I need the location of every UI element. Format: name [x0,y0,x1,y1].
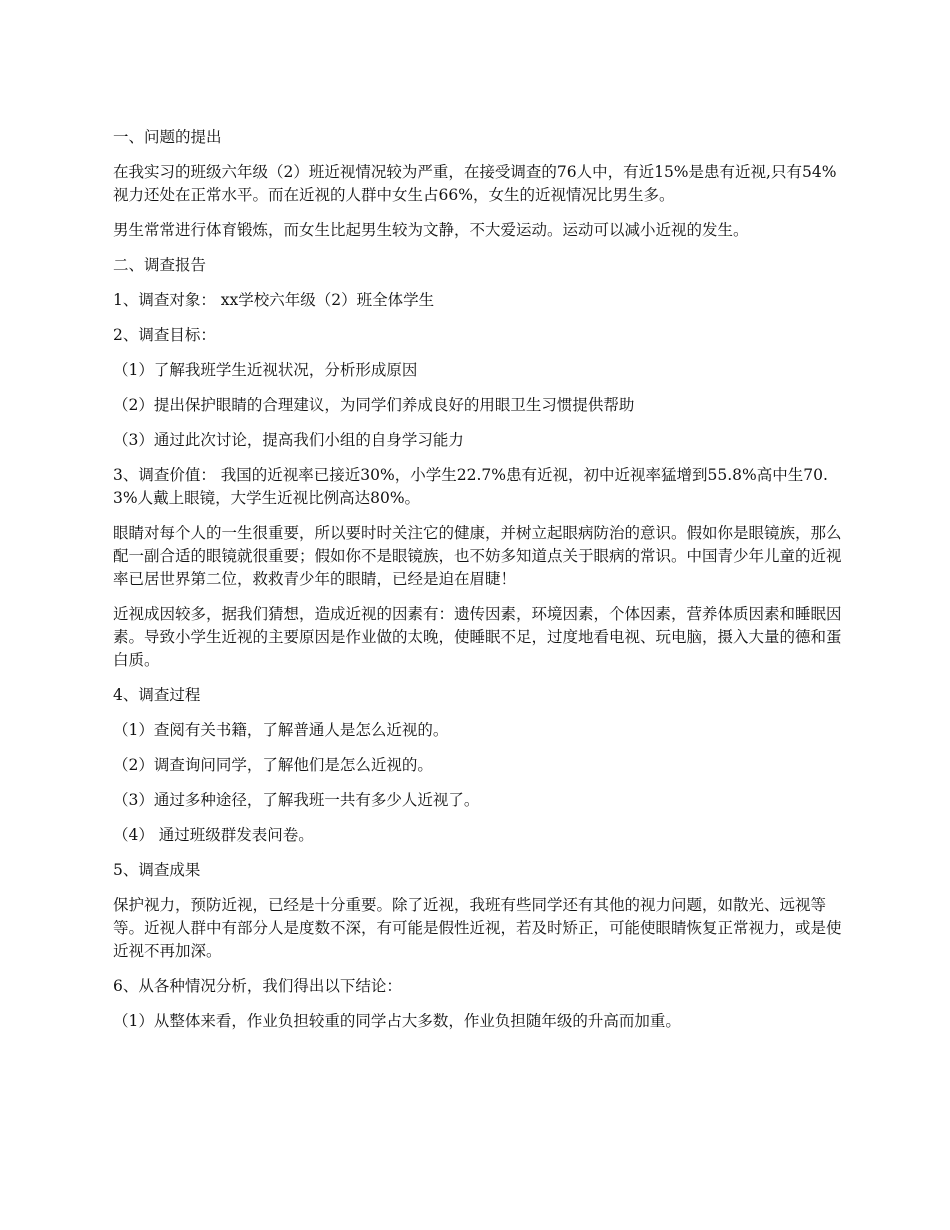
goal-item-3: （3）通过此次讨论，提高我们小组的自身学习能力 [113,431,464,449]
process-item-4: （4） 通过班级群发表问卷。 [113,826,314,844]
paragraph-class-myopia-stats: 在我实习的班级六年级（2）班近视情况较为严重，在接受调查的76人中，有近15%是患有近视,只有54%视力还处在正常水平。而在近视的人群中女生占66%，女生的近视情况比男生多。 [113,163,837,204]
goal-item-2: （2）提出保护眼睛的合理建议，为同学们养成良好的用眼卫生习惯提供帮助 [113,396,635,414]
paragraph-exercise: 男生常常进行体育锻炼，而女生比起男生较为文静，不大爱运动。运动可以减小近视的发生。 [113,221,749,239]
conclusion-item-1: （1）从整体来看，作业负担较重的同学占大多数，作业负担随年级的升高而加重。 [113,1012,681,1030]
section-heading-problem: 一、问题的提出 [113,128,222,146]
paragraph-myopia-causes: 近视成因较多，据我们猜想，造成近视的因素有：遗传因素，环境因素，个体因素，营养体质因素和睡眠因素。导致小学生近视的主要原因是作业做的太晚，使睡眠不足，过度地看电视、玩电脑，摄入大量的德和蛋白质。 [113,605,842,669]
document-body [113,126,843,1045]
paragraph-results: 保护视力，预防近视，已经是十分重要。除了近视，我班有些同学还有其他的视力问题，如散光、远视等等。近视人群中有部分人是度数不深，有可能是假性近视，若及时矫正，可能使眼睛恢复正常视力，或是使近视不再加深。 [113,896,842,960]
survey-subject: 1、调查对象： xx学校六年级（2）班全体学生 [113,291,435,309]
process-item-3: （3）通过多种途径，了解我班一共有多少人近视了。 [113,791,480,809]
survey-goals-heading: 2、调查目标： [113,326,216,344]
conclusions-heading: 6、从各种情况分析，我们得出以下结论： [113,977,402,995]
process-item-2: （2）调查询问同学，了解他们是怎么近视的。 [113,756,433,774]
survey-results-heading: 5、调查成果 [113,861,201,879]
survey-process-heading: 4、调查过程 [113,686,201,704]
goal-item-1: （1）了解我班学生近视状况，分析形成原因 [113,361,418,379]
survey-value: 3、调查价值： 我国的近视率已接近30%，小学生22.7%患有近视，初中近视率猛增到55.8%高中生70.3%人戴上眼镜，大学生近视比例高达80%。 [113,466,828,507]
section-heading-report: 二、调查报告 [113,256,207,274]
paragraph-eye-importance: 眼睛对每个人的一生很重要，所以要时时关注它的健康，并树立起眼病防治的意识。假如你是眼镜族，那么配一副合适的眼镜就很重要；假如你不是眼镜族，也不妨多知道点关于眼病的常识。中国青少年儿童的近视率已居世界第二位，救救青少年的眼睛，已经是迫在眉睫！ [113,524,842,588]
process-item-1: （1）查阅有关书籍，了解普通人是怎么近视的。 [113,721,449,739]
